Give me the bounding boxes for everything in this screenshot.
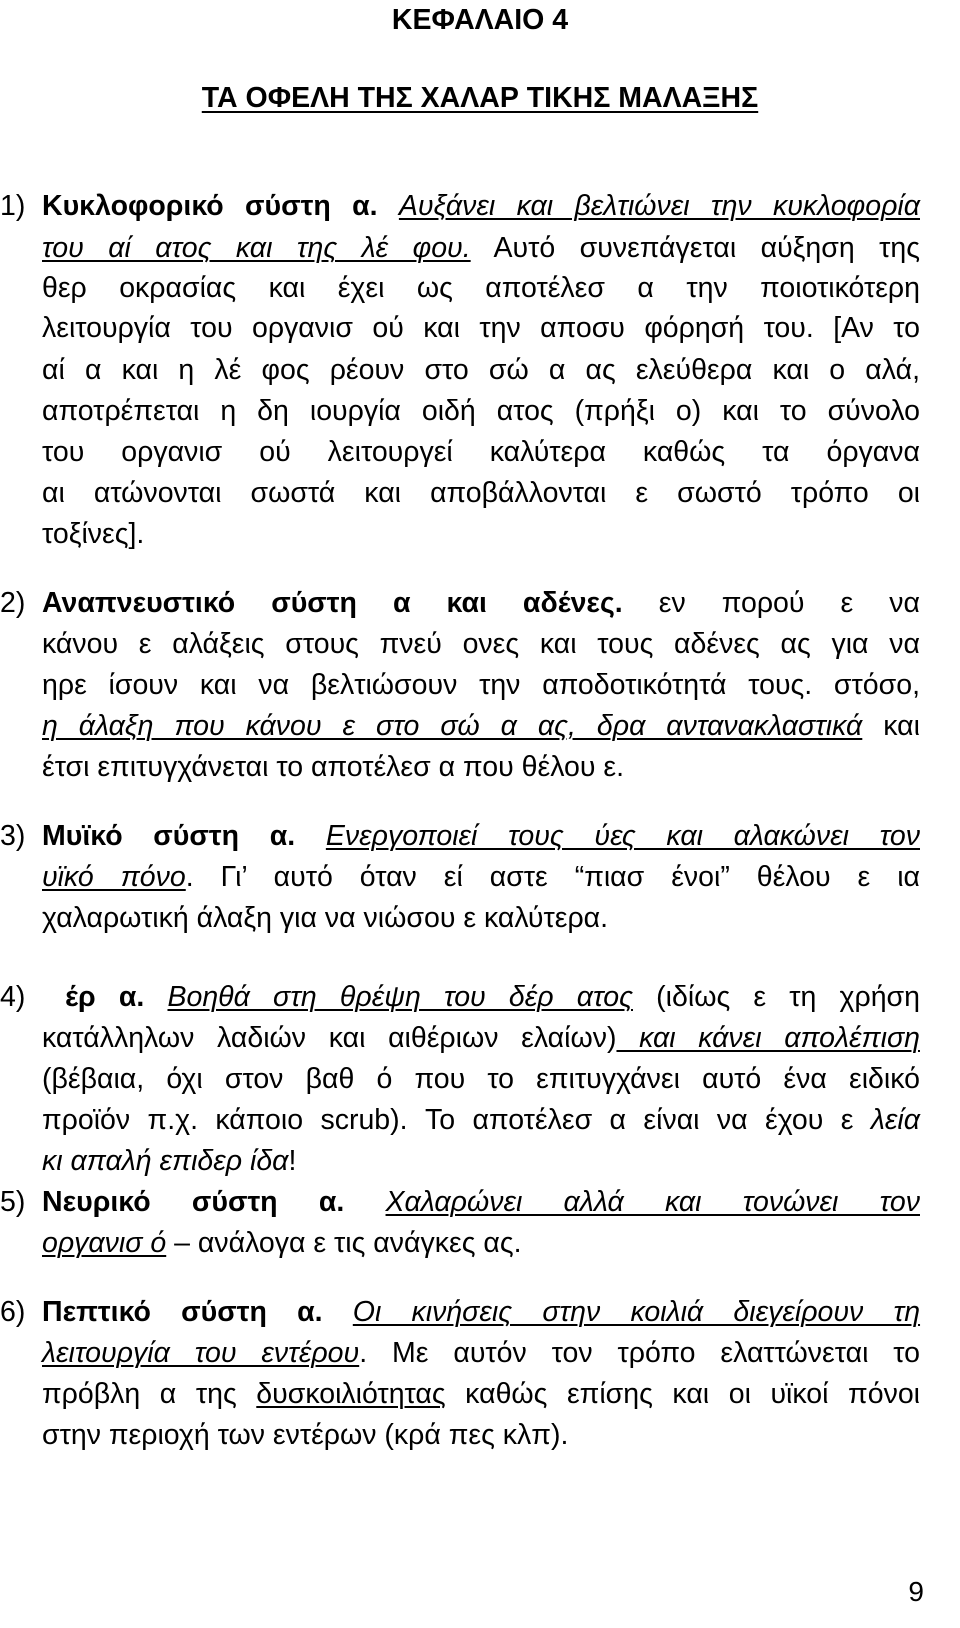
section-1-number: 1) <box>0 190 26 222</box>
document-title: ΤΑ ΟΦΕΛΗ ΤΗΣ ΧΑΛΑΡ ΤΙΚΗΣ ΜΑΛΑΞΗΣ <box>201 82 759 114</box>
chapter-heading: ΚΕΦΑΛΑΙΟ 4 <box>391 4 569 36</box>
section-4-number: 4) <box>0 981 26 1013</box>
section-2-line-5: έτσι επιτυγχάνεται το αποτέλεσ α που θέλου ε. <box>42 751 624 783</box>
section-3-number: 3) <box>0 820 26 852</box>
section-1-heading: Κυκλοφορικό σύστη α. <box>42 190 378 222</box>
section-5-line-2: οργανισ ό – ανάλογα ε τις ανάγκες ας. <box>42 1227 522 1259</box>
section-1-line-4: λειτουργία του οργανισ ού και την αποσυ φόρησή του. [Αν το <box>42 312 920 344</box>
section-6-line-1: 6) Πεπτικό σύστη α. Οι κινήσεις στην κοιλιά διεγείρουν τη <box>42 1292 920 1332</box>
section-1-line-3: θερ οκρασίας και έχει ως αποτέλεσ α την ποιοτικότερη <box>42 272 920 304</box>
section-2-line-1: 2) Αναπνευστικό σύστη α και αδένες. εν πορού ε να <box>42 583 920 623</box>
section-6-heading: Πεπτικό σύστη α. <box>42 1296 323 1328</box>
section-6-line-3: πρόβλη α της δυσκοιλιότητας καθώς επίσης και οι υϊκοί πόνοι <box>42 1378 920 1410</box>
section-4-line-1: 4) έρ α. Βοηθά στη θρέψη του δέρ ατος (ιδίως ε τη χρήση <box>42 977 920 1017</box>
section-6-line-2: λειτουργία του εντέρου. Με αυτόν τον τρόπο ελαττώνεται το <box>42 1337 920 1369</box>
section-2-line-2: κάνου ε αλάξεις στους πνεύ ονες και τους αδένες ας για να <box>42 628 920 660</box>
section-1-line-6: αποτρέπεται η δη ιουργία οιδή ατος (πρήξι ο) και το σύνολο <box>42 395 920 427</box>
section-1-line-7: του οργανισ ού λειτουργεί καλύτερα καθώς τα όργανα <box>42 436 920 468</box>
section-2-heading: Αναπνευστικό σύστη α και αδένες. <box>42 587 623 619</box>
section-6-number: 6) <box>0 1296 26 1328</box>
section-4-line-5: κι απαλή επιδερ ίδα! <box>42 1145 297 1177</box>
section-4-line-3: (βέβαια, όχι στον βαθ ό που το επιτυγχάνει αυτό ένα ειδικό <box>42 1063 920 1095</box>
section-3-line-1: 3) Μυϊκό σύστη α. Ενεργοποιεί τους ύες και αλακώνει τον <box>42 816 920 856</box>
section-3-line-2: υϊκό πόνο. Γι’ αυτό όταν εί αστε “πιασ ένοι” θέλου ε ια <box>42 861 920 893</box>
section-3-heading: Μυϊκό σύστη α. <box>42 820 296 852</box>
section-1-line-8: αι ατώνονται σωστά και αποβάλλονται ε σωστό τρόπο οι <box>42 477 920 509</box>
section-1-line-9: τοξίνες]. <box>42 518 145 550</box>
section-6-line-4: στην περιοχή των εντέρων (κρά πες κλπ). <box>42 1419 569 1451</box>
section-4-heading: έρ α. <box>42 981 145 1013</box>
section-1-line-5: αί α και η λέ φος ρέουν στο σώ α ας ελεύθερα και ο αλά, <box>42 354 920 386</box>
section-4-line-2: κατάλληλων λαδιών και αιθέριων ελαίων) και κάνει απολέπιση <box>42 1022 920 1054</box>
section-5-line-1: 5) Νευρικό σύστη α. Χαλαρώνει αλλά και τονώνει τον <box>42 1182 920 1222</box>
section-2-line-3: ηρε ίσουν και να βελτιώσουν την αποδοτικότητά τους. στόσο, <box>42 669 920 701</box>
section-2-number: 2) <box>0 587 26 619</box>
section-2-line-4: η άλαξη που κάνου ε στο σώ α ας, δρα αντανακλαστικά και <box>42 710 920 742</box>
section-1-line-2: του αί ατος και της λέ φου. Αυτό συνεπάγεται αύξηση της <box>42 232 920 264</box>
section-5-heading: Νευρικό σύστη α. <box>42 1186 345 1218</box>
section-3-line-3: χαλαρωτική άλαξη για να νιώσου ε καλύτερα. <box>42 902 609 934</box>
page-number: 9 <box>908 1576 924 1607</box>
section-5-number: 5) <box>0 1186 26 1218</box>
section-1-line-1: 1) Κυκλοφορικό σύστη α. Αυξάνει και βελτιώνει την κυκλοφορία <box>42 186 920 226</box>
section-4-line-4: προϊόν π.χ. κάποιο scrub). Το αποτέλεσ α είναι να έχου ε λεία <box>42 1104 920 1136</box>
